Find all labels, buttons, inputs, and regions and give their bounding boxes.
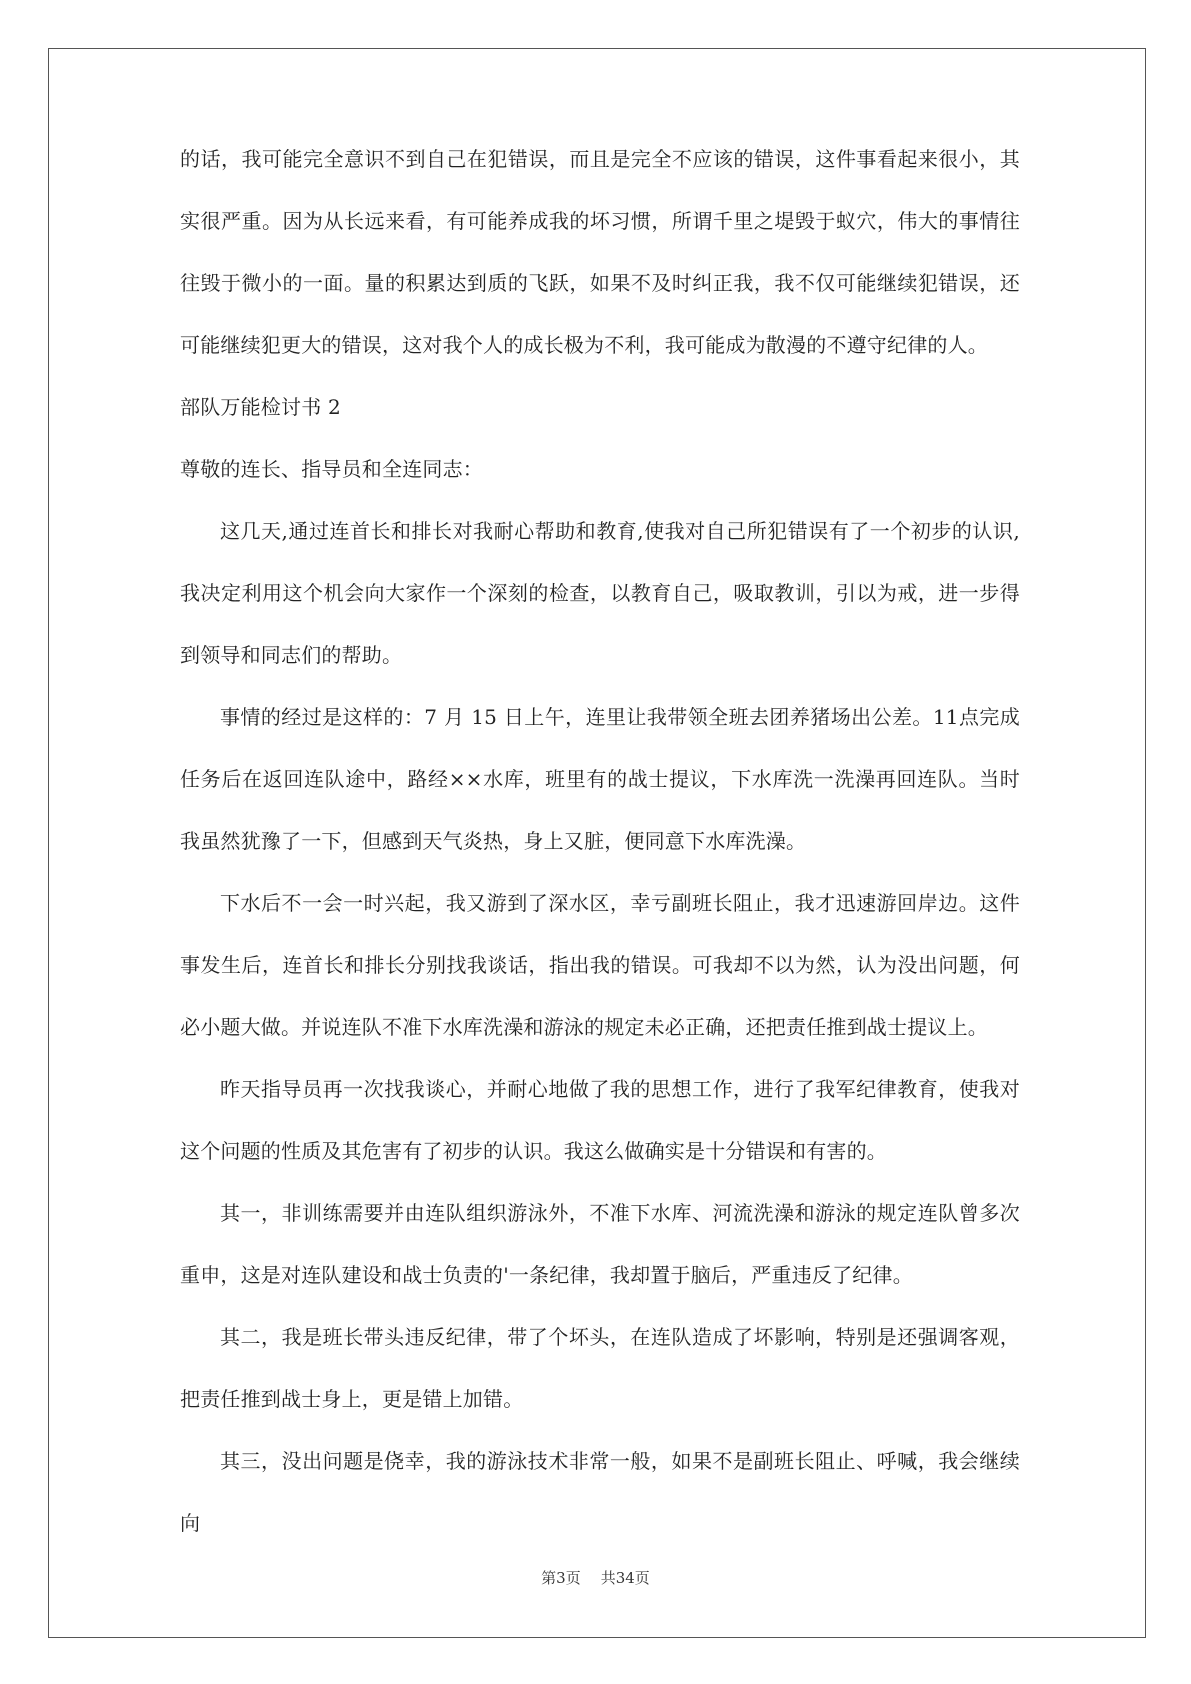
page-number: 第3页: [541, 1569, 581, 1587]
salutation: 尊敬的连长、指导员和全连同志：: [180, 457, 483, 481]
paragraph-instructor-talk: 昨天指导员再一次找我谈心，并耐心地做了我的思想工作，进行了我军纪律教育，使我对这个问题的性质及其危害有了初步的认识。我这么做确实是十分错误和有害的。: [180, 1077, 1020, 1163]
paragraph-point-three: 其三，没出问题是侥幸，我的游泳技术非常一般，如果不是副班长阻止、呼喊，我会继续向: [180, 1449, 1020, 1535]
document-body: [180, 128, 1020, 1554]
paragraph-events: 事情的经过是这样的：7 月 15 日上午，连里让我带领全班去团养猪场出公差。11点完成任务后在返回连队途中，路经××水库，班里有的战士提议，下水库洗一洗澡再回连队。当时我虽然犹豫了一下，但感到天气炎热，身上又脏，便同意下水库洗澡。: [180, 705, 1020, 853]
paragraph-intro: 这几天,通过连首长和排长对我耐心帮助和教育,使我对自己所犯错误有了一个初步的认识,我决定利用这个机会向大家作一个深刻的检查，以教育自己，吸取教训，引以为戒，进一步得到领导和同志们的帮助。: [180, 519, 1020, 667]
section-heading: 部队万能检讨书 2: [180, 395, 341, 419]
page-footer: [0, 1567, 1191, 1588]
paragraph-point-two: 其二，我是班长带头违反纪律，带了个坏头，在连队造成了坏影响，特别是还强调客观，把责任推到战士身上，更是错上加错。: [180, 1325, 1020, 1411]
page-total: 共34页: [600, 1569, 650, 1587]
paragraph-after-swim: 下水后不一会一时兴起，我又游到了深水区，幸亏副班长阻止，我才迅速游回岸边。这件事发生后，连首长和排长分别找我谈话，指出我的错误。可我却不以为然，认为没出问题，何必小题大做。并说连队不准下水库洗澡和游泳的规定未必正确，还把责任推到战士提议上。: [180, 891, 1020, 1039]
paragraph-point-one: 其一，非训练需要并由连队组织游泳外，不准下水库、河流洗澡和游泳的规定连队曾多次重申，这是对连队建设和战士负责的'一条纪律，我却置于脑后，严重违反了纪律。: [180, 1201, 1020, 1287]
paragraph-1: 的话，我可能完全意识不到自己在犯错误，而且是完全不应该的错误，这件事看起来很小，其实很严重。因为从长远来看，有可能养成我的坏习惯，所谓千里之堤毁于蚁穴，伟大的事情往往毁于微小的一面。量的积累达到质的飞跃，如果不及时纠正我，我不仅可能继续犯错误，还可能继续犯更大的错误，这对我个人的成长极为不利，我可能成为散漫的不遵守纪律的人。: [180, 147, 1020, 357]
